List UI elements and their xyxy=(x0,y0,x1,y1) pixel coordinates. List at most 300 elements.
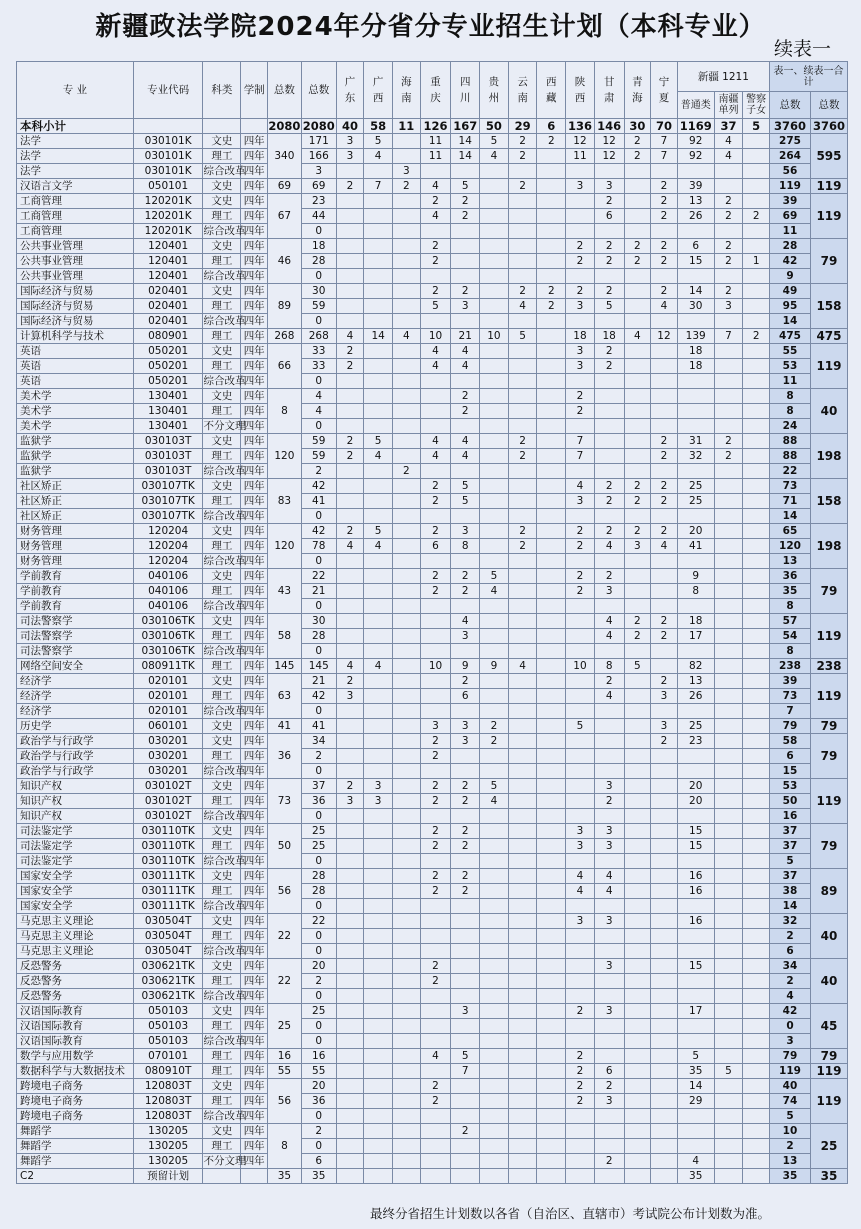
table-cell xyxy=(508,314,537,329)
table-cell xyxy=(537,224,566,239)
table-cell xyxy=(336,509,364,524)
table-cell: 42 xyxy=(770,1004,811,1019)
table-cell: 司法鉴定学 xyxy=(17,839,134,854)
table-cell xyxy=(537,164,566,179)
table-cell xyxy=(624,314,651,329)
table-cell xyxy=(508,809,537,824)
table-cell xyxy=(336,1094,364,1109)
table-cell xyxy=(537,1109,566,1124)
table-cell: 不分文理 xyxy=(203,420,246,432)
table-cell: 8 xyxy=(770,599,811,614)
table-cell: 3 xyxy=(566,359,595,374)
table-cell xyxy=(392,719,420,734)
table-cell: 四年 xyxy=(241,554,268,569)
table-cell: 030107TK xyxy=(133,494,203,509)
table-cell xyxy=(480,809,509,824)
table-cell xyxy=(480,269,509,284)
table-cell xyxy=(508,794,537,809)
table-cell: 2 xyxy=(480,719,509,734)
table-cell: 12 xyxy=(594,149,624,164)
table-cell xyxy=(508,779,537,794)
table-cell: 文史 xyxy=(203,179,241,194)
table-cell xyxy=(480,929,509,944)
table-cell: 理工 xyxy=(203,254,241,269)
table-cell xyxy=(392,374,420,389)
table-cell: 四年 xyxy=(241,869,268,884)
table-cell xyxy=(364,1094,393,1109)
table-cell: 3 xyxy=(594,839,624,854)
header-xinjiang: 新疆 1211 xyxy=(677,62,769,92)
major-sum-cell: 198 xyxy=(810,434,847,479)
table-cell xyxy=(392,689,420,704)
table-cell: 030111TK xyxy=(133,899,203,914)
table-cell xyxy=(714,869,743,884)
table-cell: 2 xyxy=(594,794,624,809)
table-cell xyxy=(594,314,624,329)
table-cell xyxy=(624,1109,651,1124)
table-cell: 79 xyxy=(770,719,811,734)
table-row xyxy=(17,524,848,539)
table-cell xyxy=(651,899,678,914)
table-cell: 四年 xyxy=(241,449,268,464)
table-cell xyxy=(677,554,714,569)
table-cell xyxy=(508,1049,537,1064)
table-row xyxy=(17,239,848,254)
table-cell xyxy=(480,839,509,854)
table-cell: 综合改革 xyxy=(203,225,246,237)
table-cell: 四年 xyxy=(241,599,268,614)
table-cell xyxy=(594,419,624,434)
table-row xyxy=(17,1064,848,1079)
table-cell xyxy=(677,419,714,434)
table-cell: 2 xyxy=(566,389,595,404)
table-cell xyxy=(480,1109,509,1124)
table-cell xyxy=(451,599,480,614)
table-row xyxy=(17,764,848,779)
table-cell xyxy=(537,1049,566,1064)
table-cell: 4 xyxy=(451,359,480,374)
major-total-cell: 35 xyxy=(268,1169,302,1184)
table-cell xyxy=(651,959,678,974)
table-cell xyxy=(451,239,480,254)
table-cell xyxy=(743,344,770,359)
table-cell xyxy=(392,134,420,149)
table-cell: 4 xyxy=(451,344,480,359)
table-row xyxy=(17,134,848,149)
table-cell: 四年 xyxy=(241,704,268,719)
table-cell: 020401 xyxy=(133,299,203,314)
table-cell: 知识产权 xyxy=(17,779,134,794)
table-cell: 4 xyxy=(624,329,651,344)
table-cell xyxy=(508,569,537,584)
table-cell xyxy=(651,1109,678,1124)
table-cell xyxy=(714,959,743,974)
table-cell xyxy=(480,1124,509,1139)
table-cell xyxy=(480,599,509,614)
table-cell xyxy=(624,284,651,299)
table-cell: 4 xyxy=(594,689,624,704)
table-cell: 2 xyxy=(566,1064,595,1079)
header-province: 云 南 xyxy=(508,62,537,119)
table-cell xyxy=(537,614,566,629)
table-cell xyxy=(364,914,393,929)
table-cell xyxy=(392,779,420,794)
table-cell: 四年 xyxy=(241,884,268,899)
table-cell xyxy=(743,1034,770,1049)
table-cell xyxy=(392,404,420,419)
table-cell: 法学 xyxy=(17,149,134,164)
table-cell: 5 xyxy=(508,329,537,344)
table-cell: 四年 xyxy=(241,524,268,539)
table-row xyxy=(17,734,848,749)
table-cell xyxy=(364,464,393,479)
table-cell: 37 xyxy=(770,869,811,884)
table-cell xyxy=(420,704,451,719)
major-sum-cell: 158 xyxy=(810,284,847,329)
table-cell: 2 xyxy=(594,479,624,494)
table-cell xyxy=(480,224,509,239)
table-cell xyxy=(566,1154,595,1169)
table-cell: 16 xyxy=(677,869,714,884)
table-cell xyxy=(743,809,770,824)
table-cell xyxy=(651,914,678,929)
table-cell: 120401 xyxy=(133,269,203,284)
table-cell: 反恐警务 xyxy=(17,989,134,1004)
table-cell: 文史 xyxy=(203,1004,241,1019)
major-sum-cell: 595 xyxy=(810,134,847,179)
table-cell: 30 xyxy=(677,299,714,314)
table-cell xyxy=(451,464,480,479)
table-cell xyxy=(624,554,651,569)
table-cell xyxy=(508,1124,537,1139)
table-cell: 理工 xyxy=(203,209,241,224)
table-cell: 3 xyxy=(420,719,451,734)
table-cell xyxy=(336,899,364,914)
table-cell xyxy=(336,629,364,644)
table-cell xyxy=(364,269,393,284)
table-cell: 2 xyxy=(420,839,451,854)
table-cell xyxy=(566,1034,595,1049)
table-cell xyxy=(392,524,420,539)
table-cell: 2 xyxy=(420,494,451,509)
table-cell xyxy=(743,149,770,164)
table-cell: 2 xyxy=(451,869,480,884)
table-cell xyxy=(714,809,743,824)
table-cell: 050103 xyxy=(133,1034,203,1049)
table-cell xyxy=(392,299,420,314)
table-cell: 文史 xyxy=(203,239,241,254)
table-cell: 4 xyxy=(480,584,509,599)
table-cell xyxy=(624,419,651,434)
table-cell: 理工 xyxy=(203,359,241,374)
table-cell xyxy=(336,209,364,224)
table-cell: 2 xyxy=(651,209,678,224)
table-cell: 5 xyxy=(770,1109,811,1124)
table-cell xyxy=(566,464,595,479)
table-cell xyxy=(743,569,770,584)
table-cell: 四年 xyxy=(241,899,268,914)
table-cell xyxy=(480,239,509,254)
table-cell: 理工 xyxy=(203,839,241,854)
table-cell: 28 xyxy=(301,629,336,644)
table-cell xyxy=(420,944,451,959)
table-cell: 2 xyxy=(451,674,480,689)
table-cell xyxy=(392,1049,420,1064)
table-cell xyxy=(651,404,678,419)
table-cell: 040106 xyxy=(133,599,203,614)
table-cell: 40 xyxy=(336,119,364,134)
table-cell: 11 xyxy=(770,374,811,389)
table-cell xyxy=(651,1169,678,1184)
table-cell xyxy=(508,1109,537,1124)
table-cell xyxy=(651,374,678,389)
table-cell: 8 xyxy=(770,644,811,659)
table-cell xyxy=(451,899,480,914)
header-sum-2: 总数 xyxy=(810,92,847,119)
table-cell xyxy=(392,554,420,569)
table-cell xyxy=(336,239,364,254)
table-cell: 146 xyxy=(594,119,624,134)
major-total-cell: 120 xyxy=(268,434,302,479)
table-cell: 文史 xyxy=(203,959,241,974)
table-cell: 理工 xyxy=(203,929,241,944)
table-cell xyxy=(508,839,537,854)
table-cell xyxy=(537,509,566,524)
table-cell xyxy=(392,1124,420,1139)
table-cell xyxy=(451,269,480,284)
table-cell: 030107TK xyxy=(133,509,203,524)
table-cell xyxy=(677,269,714,284)
table-row xyxy=(17,1049,848,1064)
table-cell xyxy=(537,464,566,479)
table-row xyxy=(17,374,848,389)
table-cell: 理工 xyxy=(203,1019,241,1034)
table-cell: 2 xyxy=(480,734,509,749)
table-cell xyxy=(508,944,537,959)
table-cell xyxy=(364,989,393,1004)
table-cell: 2 xyxy=(651,524,678,539)
table-cell xyxy=(392,419,420,434)
table-cell: 计算机科学与技术 xyxy=(17,329,134,344)
table-cell xyxy=(677,374,714,389)
table-row xyxy=(17,1004,848,1019)
table-cell xyxy=(677,464,714,479)
table-cell xyxy=(677,704,714,719)
major-total-cell: 22 xyxy=(268,914,302,959)
table-row xyxy=(17,194,848,209)
table-cell xyxy=(537,974,566,989)
table-cell: 39 xyxy=(677,179,714,194)
table-cell xyxy=(392,854,420,869)
table-cell xyxy=(508,1064,537,1079)
table-cell: 4 xyxy=(420,344,451,359)
table-row xyxy=(17,884,848,899)
table-cell: 268 xyxy=(301,329,336,344)
table-cell: 6 xyxy=(594,1064,624,1079)
table-cell: 8 xyxy=(677,584,714,599)
table-cell: 16 xyxy=(301,1049,336,1064)
table-cell: 四年 xyxy=(241,1154,268,1169)
table-cell: 11 xyxy=(420,134,451,149)
table-cell: 18 xyxy=(677,344,714,359)
table-cell: 2 xyxy=(651,449,678,464)
table-cell: 0 xyxy=(301,1019,336,1034)
table-cell: 综合改革 xyxy=(203,1110,246,1122)
table-row xyxy=(17,614,848,629)
table-cell xyxy=(743,194,770,209)
table-cell: 2 xyxy=(651,194,678,209)
table-cell: 55 xyxy=(301,1064,336,1079)
table-cell xyxy=(451,1094,480,1109)
table-cell: 030504T xyxy=(133,914,203,929)
table-cell xyxy=(364,194,393,209)
table-cell: 130401 xyxy=(133,419,203,434)
table-cell: 2 xyxy=(336,359,364,374)
table-cell: 2 xyxy=(451,884,480,899)
table-cell xyxy=(743,1124,770,1139)
table-cell: 四年 xyxy=(241,209,268,224)
table-cell: 14 xyxy=(677,1079,714,1094)
table-cell xyxy=(392,959,420,974)
major-sum-cell: 79 xyxy=(810,734,847,779)
table-cell xyxy=(537,359,566,374)
table-cell xyxy=(743,884,770,899)
table-cell: 6 xyxy=(677,239,714,254)
table-cell: 2 xyxy=(714,239,743,254)
table-cell xyxy=(451,164,480,179)
table-cell: 2 xyxy=(451,404,480,419)
table-cell xyxy=(508,554,537,569)
table-cell: 2 xyxy=(420,779,451,794)
table-cell xyxy=(743,764,770,779)
table-cell: 14 xyxy=(770,314,811,329)
table-cell xyxy=(364,644,393,659)
table-cell: 2 xyxy=(594,284,624,299)
table-cell: 四年 xyxy=(241,974,268,989)
table-cell xyxy=(451,509,480,524)
table-cell: 030103T xyxy=(133,434,203,449)
table-cell xyxy=(392,449,420,464)
table-cell xyxy=(336,869,364,884)
table-cell: 5 xyxy=(480,569,509,584)
table-cell: 2 xyxy=(420,794,451,809)
table-cell xyxy=(651,974,678,989)
table-cell xyxy=(480,539,509,554)
table-cell: 3 xyxy=(336,689,364,704)
table-cell xyxy=(336,749,364,764)
table-cell: 030110TK xyxy=(133,839,203,854)
table-cell: 4 xyxy=(770,989,811,1004)
table-cell xyxy=(451,1079,480,1094)
table-cell xyxy=(677,1124,714,1139)
table-cell xyxy=(624,509,651,524)
table-cell: 2 xyxy=(420,749,451,764)
table-cell xyxy=(537,704,566,719)
table-cell xyxy=(594,1169,624,1184)
table-row xyxy=(17,629,848,644)
table-row xyxy=(17,299,848,314)
table-cell: 49 xyxy=(770,284,811,299)
table-cell: 四年 xyxy=(241,1139,268,1154)
table-cell: 4 xyxy=(364,659,393,674)
major-sum-cell: 40 xyxy=(810,959,847,1004)
table-cell xyxy=(677,989,714,1004)
table-cell: 22 xyxy=(301,914,336,929)
table-cell xyxy=(624,914,651,929)
table-cell xyxy=(336,1169,364,1184)
table-cell xyxy=(624,1004,651,1019)
table-cell xyxy=(508,254,537,269)
table-cell xyxy=(392,869,420,884)
table-cell xyxy=(594,389,624,404)
table-cell xyxy=(508,1154,537,1169)
table-cell xyxy=(336,974,364,989)
table-cell: 5 xyxy=(594,299,624,314)
table-cell: 2 xyxy=(392,179,420,194)
table-cell xyxy=(480,899,509,914)
table-cell: 四年 xyxy=(241,299,268,314)
table-cell: 4 xyxy=(420,434,451,449)
table-cell xyxy=(508,929,537,944)
table-cell: 5 xyxy=(677,1049,714,1064)
table-cell xyxy=(743,734,770,749)
table-cell xyxy=(624,779,651,794)
table-cell xyxy=(594,1034,624,1049)
table-cell xyxy=(336,1019,364,1034)
table-cell: 财务管理 xyxy=(17,539,134,554)
table-cell: 四年 xyxy=(241,134,268,149)
table-cell: 0 xyxy=(301,764,336,779)
table-cell: 030103T xyxy=(133,449,203,464)
table-cell xyxy=(364,869,393,884)
table-cell xyxy=(420,1004,451,1019)
table-cell: 92 xyxy=(677,134,714,149)
table-cell: 126 xyxy=(420,119,451,134)
table-row xyxy=(17,584,848,599)
table-cell xyxy=(651,764,678,779)
table-cell: 120204 xyxy=(133,554,203,569)
table-cell xyxy=(743,869,770,884)
table-cell xyxy=(714,644,743,659)
table-cell xyxy=(392,929,420,944)
table-cell: 舞蹈学 xyxy=(17,1124,134,1139)
table-cell xyxy=(364,929,393,944)
table-cell xyxy=(336,884,364,899)
table-cell xyxy=(508,374,537,389)
table-cell xyxy=(336,1064,364,1079)
table-cell: 120201K xyxy=(133,224,203,239)
table-cell: 4 xyxy=(392,329,420,344)
table-row xyxy=(17,854,848,869)
header-province: 宁 夏 xyxy=(651,62,678,119)
table-cell: 9 xyxy=(677,569,714,584)
major-total-cell: 41 xyxy=(268,719,302,734)
table-cell xyxy=(364,1109,393,1124)
table-cell: 2 xyxy=(420,974,451,989)
table-cell: 3 xyxy=(594,824,624,839)
table-cell: 030504T xyxy=(133,944,203,959)
table-cell: 综合改革 xyxy=(203,165,246,177)
table-cell: 综合改革 xyxy=(203,270,246,282)
table-cell xyxy=(420,1109,451,1124)
table-cell: 080911TK xyxy=(133,659,203,674)
table-row xyxy=(17,1019,848,1034)
table-row xyxy=(17,869,848,884)
table-cell: 3 xyxy=(624,539,651,554)
table-cell xyxy=(392,659,420,674)
header-duration: 学制 xyxy=(241,62,268,119)
table-cell xyxy=(714,689,743,704)
